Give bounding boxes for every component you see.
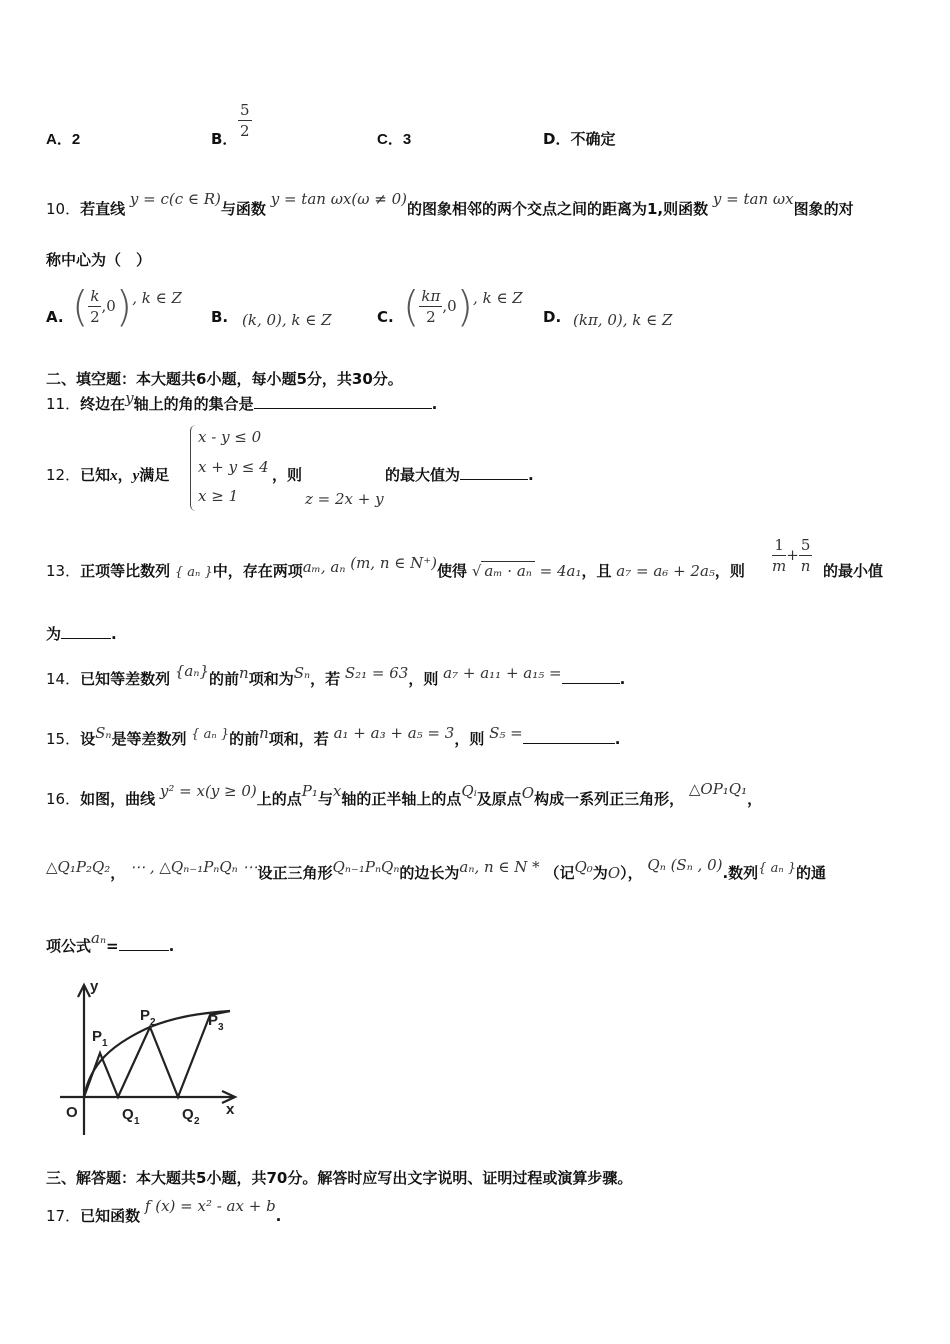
q10-option-a-math: ( $\frac{k}{2}$ ,0), k ∈ Z xyxy=(72,282,182,331)
fraction-numerator: 1 xyxy=(774,536,784,554)
q16-text: 轴的正半轴上的点 xyxy=(341,790,462,808)
p1-subscript: 1 xyxy=(102,1038,108,1049)
math-rest: ,0 xyxy=(101,297,116,315)
q16-math: ⋯ , △Qₙ₋₁PₙQₙ ⋯ xyxy=(130,858,258,876)
q14-text: 已知等差数列 xyxy=(80,670,171,688)
fraction-denominator: 2 xyxy=(426,308,436,326)
question-number: 15． xyxy=(46,730,81,748)
q16-text: 的通 xyxy=(796,864,827,882)
q16-line3 xyxy=(46,929,175,956)
q14-math: Sₙ xyxy=(293,664,311,682)
q16-text: 与 xyxy=(317,790,333,808)
fraction-numerator: k xyxy=(90,287,100,305)
q10-text: 的图象相邻的两个交点之间的距离为1,则函数 xyxy=(406,200,709,218)
question-number: 16． xyxy=(46,790,81,808)
q10-line2: 称中心为（ ） xyxy=(46,251,152,269)
p3-subscript: 3 xyxy=(218,1022,224,1033)
question-number: 14． xyxy=(46,670,81,688)
q10-option-d-label: D. xyxy=(543,308,562,326)
answer-blank[interactable] xyxy=(119,936,169,951)
q16-math: aₙ, n ∈ N * xyxy=(459,858,540,876)
q12-text: 的最大值为 xyxy=(385,466,461,484)
q13-line1: 13．正项等比数列 { aₙ }中，存在两项aₘ, aₙ (m, n ∈ N⁺)使得 √ aₘ · aₙ = 4a₁，且 a₇ = a₆ + 2a₅，则 xyxy=(46,554,745,580)
q15-text: 的前 xyxy=(229,730,260,748)
q14-math: {aₙ} xyxy=(174,662,209,680)
q10-text: 图象的对 xyxy=(793,200,854,218)
math-rest: ,0 xyxy=(442,297,457,315)
origin-label: O xyxy=(66,1104,78,1121)
q9-option-b-label: B． xyxy=(211,130,238,148)
q10-text: 与函数 xyxy=(220,200,266,218)
q15-math: S₅ = xyxy=(489,724,523,742)
q10-text: 若直线 xyxy=(80,200,126,218)
q17-text: . xyxy=(275,1207,282,1225)
q13-sqrt-radicand: aₘ · aₙ xyxy=(481,561,534,580)
q10-math-line: y = c(c ∈ R) xyxy=(129,190,221,208)
q14-text: ，若 xyxy=(310,670,341,688)
q12-text: 满足 xyxy=(139,466,170,484)
q11-text: 轴上的角的集合是 xyxy=(133,395,254,413)
q17-math: f (x) = x² - ax + b xyxy=(144,1197,276,1215)
question-number: 12． xyxy=(46,466,81,484)
q10-math-tan2: y = tan ωx xyxy=(712,190,794,208)
math-tail: , k ∈ Z xyxy=(132,289,182,307)
q12-objective: z = 2x + y xyxy=(305,490,384,508)
q13-fraction-sum xyxy=(772,535,812,576)
q16-math: Qᵢ xyxy=(461,782,477,800)
question-number: 13． xyxy=(46,562,81,580)
question-number: 10． xyxy=(46,200,81,218)
q15-text: 是等差数列 xyxy=(111,730,187,748)
q11-text: . xyxy=(431,395,438,413)
q16-math: y² = x(y ≥ 0) xyxy=(159,782,257,800)
q16-text: 上的点 xyxy=(256,790,302,808)
q16-math: Qₙ (Sₙ , 0) xyxy=(647,856,723,874)
q12-constraint-2: x + y ≤ 4 xyxy=(198,458,269,476)
q10-math-tan: y = tan ωx(ω ≠ 0) xyxy=(270,190,407,208)
q16-line1 xyxy=(46,780,763,809)
q17-text: 已知函数 xyxy=(80,1207,141,1225)
answer-blank[interactable] xyxy=(460,465,528,480)
q14 xyxy=(46,662,626,689)
fraction-denominator: n xyxy=(800,557,811,575)
q16-math: aₙ xyxy=(91,929,107,947)
q16-text: （记 xyxy=(544,864,575,882)
section-heading-fill-in: 二、填空题：本大题共6小题，每小题5分，共30分。 xyxy=(46,370,403,388)
q16-text: ）， xyxy=(620,864,643,882)
q16-text: ， xyxy=(110,864,126,882)
q12-stem xyxy=(46,464,169,485)
answer-blank[interactable] xyxy=(254,394,432,409)
q12-var-y: y xyxy=(132,468,140,484)
q16-text: 项公式 xyxy=(46,937,92,955)
fraction-numerator: kπ xyxy=(421,287,441,305)
q13-line2 xyxy=(46,623,117,644)
q1-label: Q xyxy=(122,1106,134,1123)
fraction-numerator: 5 xyxy=(240,101,250,119)
q14-text: ，则 xyxy=(408,670,439,688)
triangle-curve-figure xyxy=(50,975,260,1135)
q16-line2 xyxy=(46,856,827,883)
q16-math: Q₀ xyxy=(574,858,593,876)
q16-text: 及原点 xyxy=(476,790,522,808)
q13-text: . xyxy=(111,625,117,643)
q17 xyxy=(46,1197,282,1226)
q13-math: = 4a₁ xyxy=(539,562,582,580)
q16-math: O xyxy=(607,864,621,882)
q15-math: n xyxy=(259,724,269,742)
answer-blank[interactable] xyxy=(61,624,111,639)
q10-option-c-label: C. xyxy=(377,308,394,326)
q15-math: Sₙ xyxy=(95,724,112,742)
q12-constraint-3: x ≥ 1 xyxy=(198,487,239,505)
q10-option-b-math: (k, 0), k ∈ Z xyxy=(242,311,332,329)
q13-text: 为 xyxy=(46,625,62,643)
q11 xyxy=(46,389,438,414)
answer-blank[interactable] xyxy=(562,669,620,684)
q9-option-b-fraction xyxy=(238,100,252,141)
p3-label: P xyxy=(208,1012,219,1029)
q12-text: . xyxy=(528,466,534,484)
q13-text: 使得 xyxy=(437,562,468,580)
q12-text: 已知 xyxy=(80,466,111,484)
q16-math: O xyxy=(521,784,535,802)
q11-math: y xyxy=(125,389,134,407)
q13-text: ，则 xyxy=(714,562,745,580)
q15-text: . xyxy=(614,730,621,748)
q14-math: a₇ + a₁₁ + a₁₅ = xyxy=(443,664,562,682)
q12-tail xyxy=(385,464,534,485)
q16-math: △OP₁Q₁ xyxy=(688,780,748,798)
answer-blank[interactable] xyxy=(523,729,615,744)
q13-math: (m, n ∈ N⁺) xyxy=(350,554,438,572)
y-axis-label: y xyxy=(90,978,99,995)
q13-text: 中，存在两项 xyxy=(212,562,303,580)
q13-math: a₇ = a₆ + 2a₅ xyxy=(616,562,715,580)
q15-text: 设 xyxy=(80,730,96,748)
q16-math: x xyxy=(332,782,342,800)
q16-text: 设正三角形 xyxy=(257,864,333,882)
q16-text: . xyxy=(168,937,175,955)
q9-option-d: D．不确定 xyxy=(543,130,616,148)
q16-math: △Q₁P₂Q₂ xyxy=(46,858,111,876)
q14-text: 项和为 xyxy=(248,670,294,688)
q13-text: 正项等比数列 xyxy=(80,562,171,580)
q16-text: 构成一系列正三角形， xyxy=(534,790,685,808)
question-number: 17． xyxy=(46,1207,81,1225)
q12-text-then: ，则 xyxy=(272,466,303,484)
q2-label: Q xyxy=(182,1106,194,1123)
q12-constraint-1: x - y ≤ 0 xyxy=(198,428,262,446)
fraction-denominator: 2 xyxy=(90,308,100,326)
p2-label: P xyxy=(140,1007,151,1024)
p2-subscript: 2 xyxy=(150,1017,156,1028)
q1-subscript: 1 xyxy=(134,1116,140,1127)
math-tail: , k ∈ Z xyxy=(473,289,523,307)
q16-math: { aₙ } xyxy=(758,861,797,876)
q14-math: n xyxy=(239,664,249,682)
q10-line1 xyxy=(46,190,854,219)
q15-math: { aₙ } xyxy=(191,727,230,742)
q16-text: 为 xyxy=(592,864,608,882)
p1-label: P xyxy=(92,1028,103,1045)
q16-math: P₁ xyxy=(301,782,318,800)
q13-math: { aₙ } xyxy=(174,565,213,580)
q12-text: ， xyxy=(117,466,133,484)
q11-text: 终边在 xyxy=(80,395,126,413)
q15-text: 项和，若 xyxy=(268,730,329,748)
q15-text: ，则 xyxy=(454,730,485,748)
q16-text: = xyxy=(106,937,119,955)
q16-text: 的边长为 xyxy=(399,864,460,882)
q15-math: a₁ + a₃ + a₅ = 3 xyxy=(333,724,455,742)
q12-system-brace xyxy=(190,425,197,511)
q13-math: aₘ, aₙ xyxy=(302,558,346,576)
q16-math: Qₙ₋₁PₙQₙ xyxy=(332,858,400,876)
q9-option-a: A．2 xyxy=(46,131,81,148)
section-heading-solutions: 三、解答题：本大题共5小题，共70分。解答时应写出文字说明、证明过程或演算步骤。 xyxy=(46,1169,633,1187)
x-axis-label: x xyxy=(226,1101,235,1118)
q10-option-a-label: A. xyxy=(46,308,64,326)
q16-text: .数列 xyxy=(722,864,759,882)
q12-var-x: x xyxy=(110,468,118,484)
plus-sign: + xyxy=(786,546,799,564)
fraction-denominator: 2 xyxy=(240,122,250,140)
fraction-denominator: m xyxy=(772,557,787,575)
q14-text: . xyxy=(619,670,626,688)
question-number: 11． xyxy=(46,395,81,413)
q10-option-b-label: B. xyxy=(211,308,229,326)
fraction-numerator: 5 xyxy=(800,536,811,554)
q13-text: ，且 xyxy=(581,562,612,580)
q10-option-c-math: ( $\frac{k\pi}{2}$ ,0), k ∈ Z xyxy=(403,282,523,331)
q2-subscript: 2 xyxy=(194,1116,200,1127)
q16-text: ， xyxy=(747,790,763,808)
q10-option-d-math: (kπ, 0), k ∈ Z xyxy=(573,311,673,329)
q13-text-min: 的最小值 xyxy=(823,562,884,580)
q14-math: S₂₁ = 63 xyxy=(344,664,409,682)
q16-text: 如图，曲线 xyxy=(80,790,156,808)
q14-text: 的前 xyxy=(209,670,240,688)
q15 xyxy=(46,724,621,749)
q9-option-c: C．3 xyxy=(377,131,412,148)
